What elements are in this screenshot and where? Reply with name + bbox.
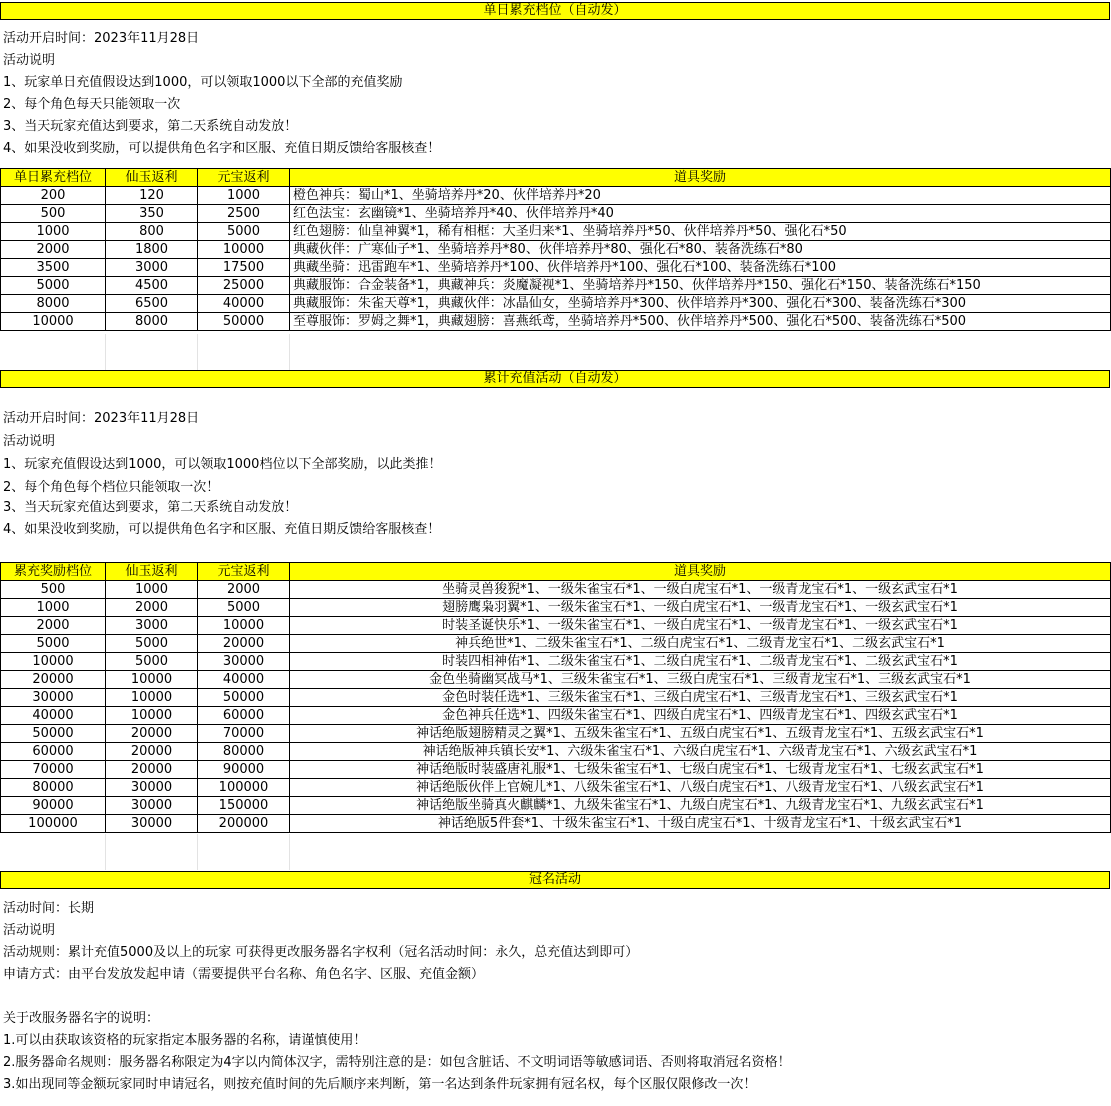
header-cell: 仙玉返利 — [106, 563, 198, 581]
cell: 200000 — [198, 815, 290, 833]
section3-line-1: 活动说明 — [3, 923, 56, 938]
cell: 金色神兵任选*1、四级朱雀宝石*1、四级白虎宝石*1、四级青龙宝石*1、四级玄武宝石*1 — [290, 707, 1111, 725]
cell: 40000 — [198, 671, 290, 689]
section2-line-0: 活动开启时间：2023年11月28日 — [3, 411, 200, 426]
section2-line-1: 活动说明 — [3, 434, 56, 449]
cell: 红色法宝：玄幽镜*1、坐骑培养丹*40、伙伴培养丹*40 — [290, 205, 1111, 223]
cell: 10000 — [106, 689, 198, 707]
cell: 10000 — [1, 313, 106, 331]
table-row — [1, 187, 1111, 205]
cell: 500 — [1, 581, 106, 599]
table-row — [1, 707, 1111, 725]
cell: 时装四相神佑*1、二级朱雀宝石*1、二级白虎宝石*1、二级青龙宝石*1、二级玄武宝石*1 — [290, 653, 1111, 671]
cell: 100000 — [1, 815, 106, 833]
cell: 50000 — [198, 689, 290, 707]
table-row — [1, 635, 1111, 653]
section1-line-5: 4、如果没收到奖励，可以提供角色名字和区服、充值日期反馈给客服核查！ — [3, 141, 441, 156]
empty-rows — [0, 334, 1110, 370]
cell: 30000 — [106, 815, 198, 833]
section1-line-4: 3、当天玩家充值达到要求，第二天系统自动发放！ — [3, 119, 298, 134]
cell: 80000 — [1, 779, 106, 797]
cell: 60000 — [198, 707, 290, 725]
section3-title: 冠名活动 — [0, 871, 1110, 889]
cell: 3000 — [106, 259, 198, 277]
cell: 典藏伙伴：广寒仙子*1、坐骑培养丹*80、伙伴培养丹*80、强化石*80、装备洗练石*80 — [290, 241, 1111, 259]
section3-line-0: 活动时间：长期 — [3, 901, 95, 916]
cell: 20000 — [106, 725, 198, 743]
cell: 时装圣诞快乐*1、一级朱雀宝石*1、一级白虎宝石*1、一级青龙宝石*1、一级玄武宝石*1 — [290, 617, 1111, 635]
cell: 350 — [106, 205, 198, 223]
cell: 橙色神兵：蜀山*1、坐骑培养丹*20、伙伴培养丹*20 — [290, 187, 1111, 205]
cell: 典藏坐骑：迅雷跑车*1、坐骑培养丹*100、伙伴培养丹*100、强化石*100、装备洗练石*100 — [290, 259, 1111, 277]
cell: 40000 — [1, 707, 106, 725]
cell: 神话绝版坐骑真火麒麟*1、九级朱雀宝石*1、九级白虎宝石*1、九级青龙宝石*1、九级玄武宝石*1 — [290, 797, 1111, 815]
cell: 800 — [106, 223, 198, 241]
cell: 2500 — [198, 205, 290, 223]
section3-line-7: 2.服务器命名规则：服务器名称限定为4字以内简体汉字，需特别注意的是：如包含脏话、不文明词语等敏感词语、否则将取消冠名资格！ — [3, 1055, 791, 1070]
cell: 金色坐骑幽冥战马*1、三级朱雀宝石*1、三级白虎宝石*1、三级青龙宝石*1、三级玄武宝石*1 — [290, 671, 1111, 689]
cell: 2000 — [1, 241, 106, 259]
cell: 神话绝版5件套*1、十级朱雀宝石*1、十级白虎宝石*1、十级青龙宝石*1、十级玄武宝石*1 — [290, 815, 1111, 833]
section2-table — [0, 562, 1111, 833]
cell: 20000 — [106, 743, 198, 761]
table-header-row — [1, 563, 1111, 581]
cell: 10000 — [1, 653, 106, 671]
table-row — [1, 689, 1111, 707]
cell: 2000 — [106, 599, 198, 617]
cell: 5000 — [198, 223, 290, 241]
cell: 20000 — [106, 761, 198, 779]
cell: 25000 — [198, 277, 290, 295]
cell: 30000 — [106, 779, 198, 797]
cell: 典藏服饰：朱雀天尊*1，典藏伙伴：冰晶仙女，坐骑培养丹*300、伙伴培养丹*300、强化石*300、装备洗练石*300 — [290, 295, 1111, 313]
cell: 50000 — [198, 313, 290, 331]
section2-line-4: 3、当天玩家充值达到要求，第二天系统自动发放！ — [3, 500, 298, 515]
table-row — [1, 779, 1111, 797]
table-row — [1, 797, 1111, 815]
cell: 10000 — [198, 617, 290, 635]
cell: 30000 — [198, 653, 290, 671]
header-cell: 累充奖励档位 — [1, 563, 106, 581]
cell: 5000 — [106, 653, 198, 671]
cell: 3500 — [1, 259, 106, 277]
cell: 20000 — [1, 671, 106, 689]
header-cell: 元宝返利 — [198, 563, 290, 581]
cell: 金色时装任选*1、三级朱雀宝石*1、三级白虎宝石*1、三级青龙宝石*1、三级玄武宝石*1 — [290, 689, 1111, 707]
header-cell: 道具奖励 — [290, 169, 1111, 187]
cell: 10000 — [198, 241, 290, 259]
cell: 10000 — [106, 671, 198, 689]
table-row — [1, 599, 1111, 617]
table-row — [1, 761, 1111, 779]
header-cell: 仙玉返利 — [106, 169, 198, 187]
cell: 3000 — [106, 617, 198, 635]
table-row — [1, 617, 1111, 635]
table-row — [1, 241, 1111, 259]
cell: 1000 — [1, 223, 106, 241]
cell: 5000 — [1, 635, 106, 653]
cell: 90000 — [198, 761, 290, 779]
cell: 30000 — [106, 797, 198, 815]
table-row — [1, 205, 1111, 223]
table-row — [1, 743, 1111, 761]
cell: 10000 — [106, 707, 198, 725]
cell: 17500 — [198, 259, 290, 277]
cell: 典藏服饰：合金装备*1，典藏神兵：炎魔凝视*1、坐骑培养丹*150、伙伴培养丹*150、强化石*150、装备洗练石*150 — [290, 277, 1111, 295]
table-row — [1, 259, 1111, 277]
section1-line-3: 2、每个角色每天只能领取一次 — [3, 97, 181, 112]
cell: 神话绝版时装盛唐礼服*1、七级朱雀宝石*1、七级白虎宝石*1、七级青龙宝石*1、七级玄武宝石*1 — [290, 761, 1111, 779]
section2-line-2: 1、玩家充值假设达到1000，可以领取1000档位以下全部奖励，以此类推！ — [3, 457, 442, 472]
cell: 6500 — [106, 295, 198, 313]
table-row — [1, 815, 1111, 833]
cell: 8000 — [1, 295, 106, 313]
section3-line-6: 1.可以由获取该资格的玩家指定本服务器的名称，请谨慎使用！ — [3, 1033, 367, 1048]
section2-line-5: 4、如果没收到奖励，可以提供角色名字和区服、充值日期反馈给客服核查！ — [3, 522, 441, 537]
table-row — [1, 295, 1111, 313]
cell: 5000 — [198, 599, 290, 617]
section1-line-0: 活动开启时间：2023年11月28日 — [3, 31, 200, 46]
section1-line-2: 1、玩家单日充值假设达到1000，可以领取1000以下全部的充值奖励 — [3, 75, 403, 90]
section3-line-3: 申请方式：由平台发放发起申请（需要提供平台名称、角色名字、区服、充值金额） — [3, 967, 485, 982]
section2-title: 累计充值活动（自动发） — [0, 370, 1110, 388]
cell: 坐骑灵兽狻猊*1、一级朱雀宝石*1、一级白虎宝石*1、一级青龙宝石*1、一级玄武宝石*1 — [290, 581, 1111, 599]
section3-line-2: 活动规则：累计充值5000及以上的玩家 可获得更改服务器名字权利（冠名活动时间：永久，总充值达到即可） — [3, 945, 639, 960]
section1-title: 单日累充档位（自动发） — [0, 2, 1110, 20]
cell: 1800 — [106, 241, 198, 259]
cell: 20000 — [198, 635, 290, 653]
cell: 90000 — [1, 797, 106, 815]
table-row — [1, 223, 1111, 241]
table-row — [1, 277, 1111, 295]
table-row — [1, 725, 1111, 743]
cell: 2000 — [198, 581, 290, 599]
table-row — [1, 653, 1111, 671]
section3-line-5: 关于改服务器名字的说明： — [3, 1011, 160, 1026]
header-cell: 元宝返利 — [198, 169, 290, 187]
cell: 40000 — [198, 295, 290, 313]
cell: 30000 — [1, 689, 106, 707]
cell: 60000 — [1, 743, 106, 761]
cell: 100000 — [198, 779, 290, 797]
table-header-row — [1, 169, 1111, 187]
section2-line-3: 2、每个角色每个档位只能领取一次！ — [3, 480, 220, 495]
section1-line-1: 活动说明 — [3, 53, 56, 68]
cell: 神话绝版翅膀精灵之翼*1、五级朱雀宝石*1、五级白虎宝石*1、五级青龙宝石*1、五级玄武宝石*1 — [290, 725, 1111, 743]
table-row — [1, 671, 1111, 689]
cell: 4500 — [106, 277, 198, 295]
cell: 神话绝版伙伴上官婉儿*1、八级朱雀宝石*1、八级白虎宝石*1、八级青龙宝石*1、八级玄武宝石*1 — [290, 779, 1111, 797]
cell: 红色翅膀：仙皇神翼*1，稀有相框：大圣归来*1、坐骑培养丹*50、伙伴培养丹*50、强化石*50 — [290, 223, 1111, 241]
cell: 80000 — [198, 743, 290, 761]
cell: 1000 — [198, 187, 290, 205]
cell: 1000 — [106, 581, 198, 599]
cell: 2000 — [1, 617, 106, 635]
header-cell: 单日累充档位 — [1, 169, 106, 187]
empty-rows — [0, 834, 1110, 870]
cell: 50000 — [1, 725, 106, 743]
header-cell: 道具奖励 — [290, 563, 1111, 581]
cell: 200 — [1, 187, 106, 205]
cell: 120 — [106, 187, 198, 205]
cell: 70000 — [1, 761, 106, 779]
cell: 150000 — [198, 797, 290, 815]
cell: 神兵绝世*1、二级朱雀宝石*1、二级白虎宝石*1、二级青龙宝石*1、二级玄武宝石*1 — [290, 635, 1111, 653]
cell: 8000 — [106, 313, 198, 331]
cell: 翅膀鹰枭羽翼*1、一级朱雀宝石*1、一级白虎宝石*1、一级青龙宝石*1、一级玄武宝石*1 — [290, 599, 1111, 617]
table-row — [1, 581, 1111, 599]
cell: 5000 — [1, 277, 106, 295]
cell: 5000 — [106, 635, 198, 653]
cell: 神话绝版神兵镇长安*1、六级朱雀宝石*1、六级白虎宝石*1、六级青龙宝石*1、六级玄武宝石*1 — [290, 743, 1111, 761]
cell: 1000 — [1, 599, 106, 617]
cell: 70000 — [198, 725, 290, 743]
cell: 500 — [1, 205, 106, 223]
table-row — [1, 313, 1111, 331]
section3-line-8: 3.如出现同等金额玩家同时申请冠名，则按充值时间的先后顺序来判断，第一名达到条件玩家拥有冠名权，每个区服仅限修改一次！ — [3, 1077, 757, 1092]
cell: 至尊服饰：罗姆之舞*1，典藏翅膀：喜燕纸鸢，坐骑培养丹*500、伙伴培养丹*500、强化石*500、装备洗练石*500 — [290, 313, 1111, 331]
section1-table — [0, 168, 1111, 331]
